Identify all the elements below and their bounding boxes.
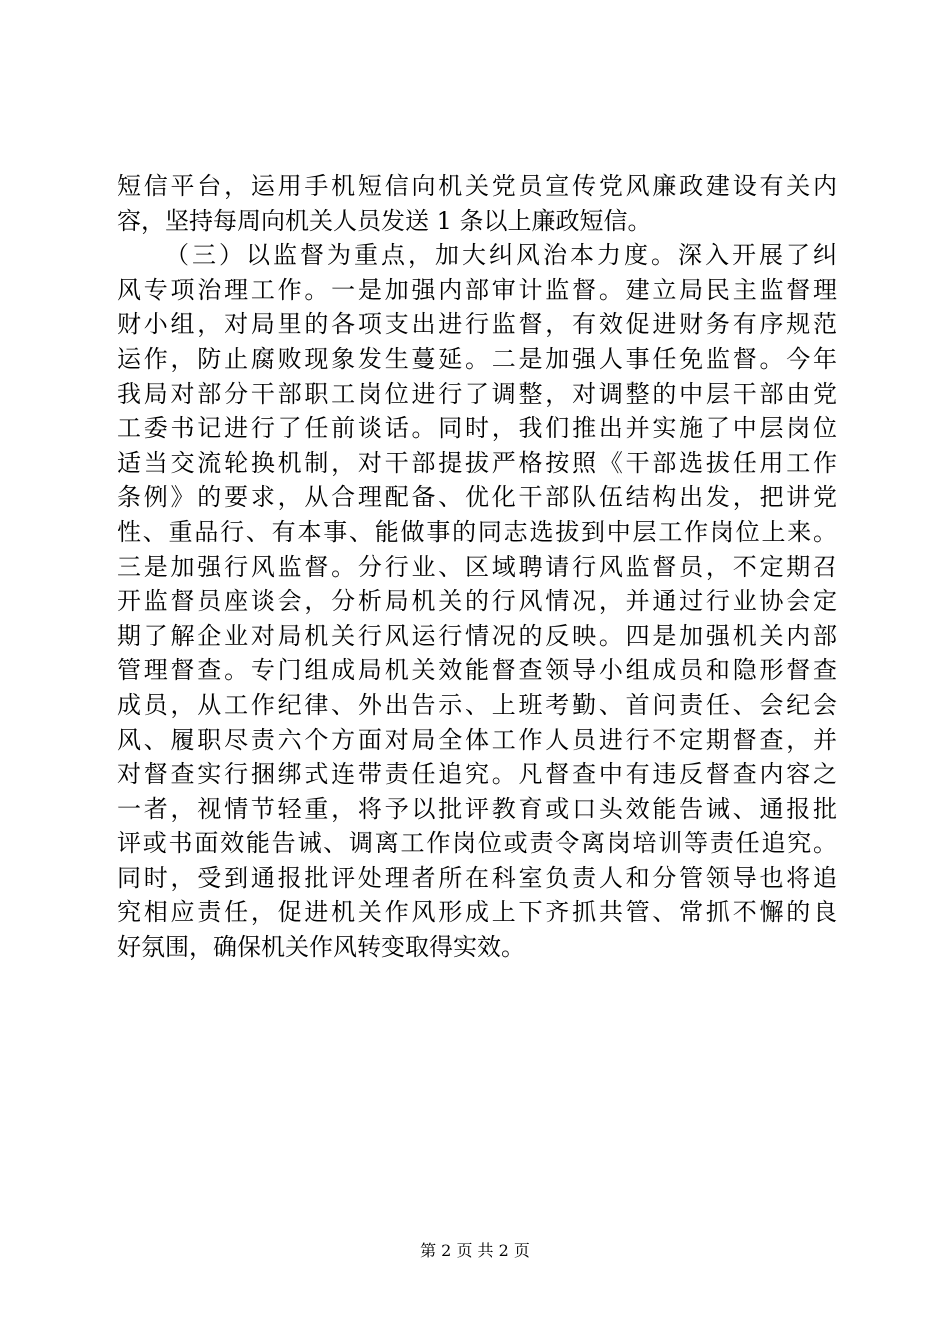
text-line: 评或书面效能告诫、调离工作岗位或责令离岗培训等责任追究。 [117,829,837,858]
text-line: 风、履职尽责六个方面对局全体工作人员进行不定期督查，并 [117,725,837,754]
text-line: 管理督查。专门组成局机关效能督查领导小组成员和隐形督查 [117,656,837,685]
text-line: 性、重品行、有本事、能做事的同志选拔到中层工作岗位上来。 [117,517,837,546]
page-footer: 第 2 页 共 2 页 [420,1241,530,1260]
text-line: 财小组，对局里的各项支出进行监督，有效促进财务有序规范 [117,310,837,339]
text-line: 适当交流轮换机制，对干部提拔严格按照《干部选拔任用工作 [117,448,837,477]
text-line: 成员，从工作纪律、外出告示、上班考勤、首问责任、会纪会 [117,690,837,719]
body-text [117,169,837,965]
text-line: 运作，防止腐败现象发生蔓延。二是加强人事任免监督。今年 [117,344,837,373]
text-line: 究相应责任，促进机关作风形成上下齐抓共管、常抓不懈的良 [117,898,837,927]
text-line: 容，坚持每周向机关人员发送 1 条以上廉政短信。 [117,206,652,235]
text-line: 风专项治理工作。一是加强内部审计监督。建立局民主监督理 [117,275,837,304]
text-line: 对督查实行捆绑式连带责任追究。凡督查中有违反督查内容之 [117,760,837,789]
text-line: 一者，视情节轻重，将予以批评教育或口头效能告诫、通报批 [117,794,837,823]
text-line: 条例》的要求，从合理配备、优化干部队伍结构出发，把讲党 [117,483,837,512]
text-line: 短信平台，运用手机短信向机关党员宣传党风廉政建设有关内 [117,172,837,200]
text-line: 我局对部分干部职工岗位进行了调整，对调整的中层干部由党 [117,379,837,408]
text-line: 好氛围，确保机关作风转变取得实效。 [117,933,525,962]
text-line: 三是加强行风监督。分行业、区域聘请行风监督员，不定期召 [117,552,837,581]
text-line: 工委书记进行了任前谈话。同时，我们推出并实施了中层岗位 [117,414,837,443]
text-line: （三）以监督为重点，加大纠风治本力度。深入开展了纠 [165,241,837,270]
text-line: 期了解企业对局机关行风运行情况的反映。四是加强机关内部 [117,621,837,650]
text-line: 同时，受到通报批评处理者所在科室负责人和分管领导也将追 [117,863,837,892]
text-line: 开监督员座谈会，分析局机关的行风情况，并通过行业协会定 [117,587,837,616]
